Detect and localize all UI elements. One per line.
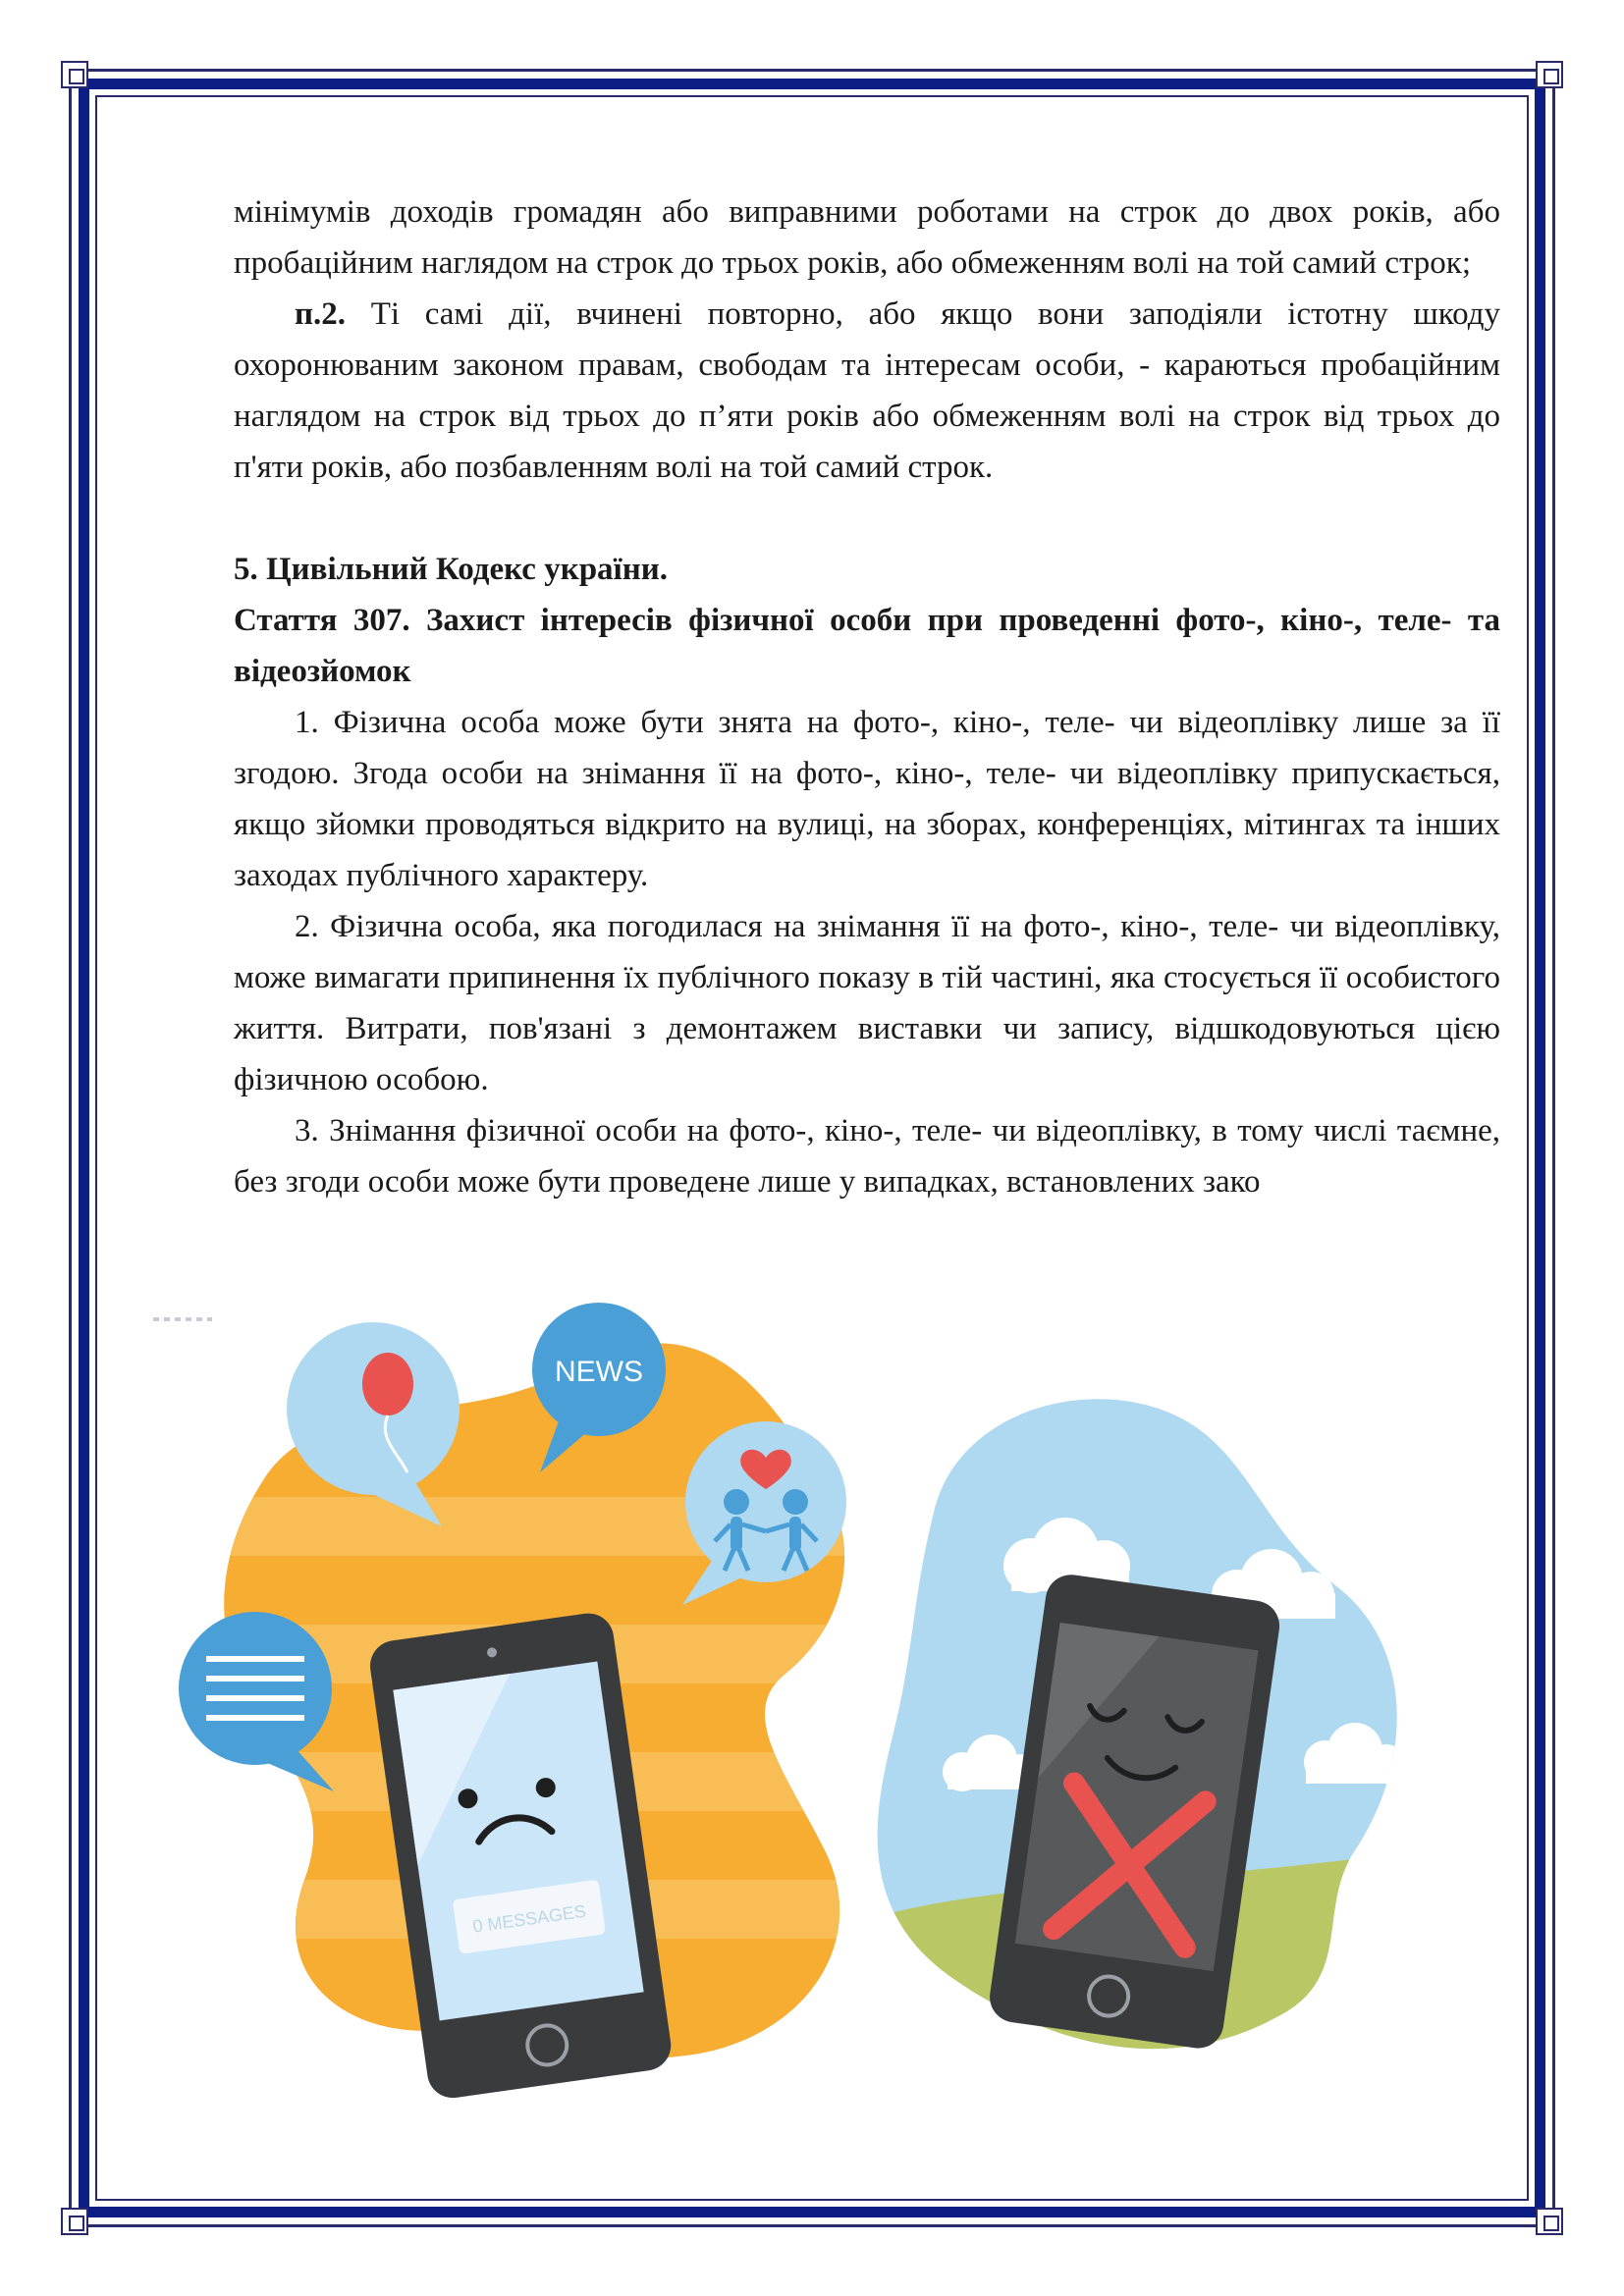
paragraph-continuation: мінімумів доходів громадян або виправними роботами на строк до двох років, або пробаційним наглядом на строк до трьох років, або обмеженням волі на той самий строк; bbox=[234, 194, 1500, 281]
paragraph-text: Ті самі дії, вчинені повторно, або якщо вони заподіяли істотну шкоду охоронюваним законом правам, свободам та інтересам особи, - караються пробаційним наглядом на строк від трьох до п’яти років або обмеженням волі на строк від трьох до п'яти років, або позбавленням волі на той самий строк. bbox=[234, 296, 1500, 485]
article-item-1: 1. Фізична особа може бути знята на фото-, кіно-, теле- чи відеоплівку лише за її згодою. Згода особи на знімання її на фото-, кіно-, теле- чи відеоплівку припускається, якщо зйомки проводяться відкрито на вулиці, на зборах, конференціях, мітингах та інших заходах публічного характеру. bbox=[234, 705, 1500, 893]
corner-ornament bbox=[61, 2208, 88, 2235]
corner-ornament bbox=[1536, 61, 1563, 88]
phones-illustration bbox=[147, 1301, 1502, 2135]
corner-ornament bbox=[61, 61, 88, 88]
article-heading: Стаття 307. Захист інтересів фізичної особи при проведенні фото-, кіно-, теле- та відеозйомок bbox=[234, 603, 1500, 689]
corner-ornament bbox=[1536, 2208, 1563, 2235]
messages-label: 0 MESSAGES bbox=[471, 1900, 588, 1937]
paragraph-p2 bbox=[234, 289, 1500, 493]
paragraph-label: п.2. bbox=[295, 296, 347, 332]
document-body bbox=[234, 187, 1500, 1207]
article-item-3: 3. Знімання фізичної особи на фото-, кіно-, теле- чи відеоплівку, в тому числі таємне, без згоди особи може бути проведене лише у випадках, встановлених зако bbox=[234, 1113, 1500, 1200]
article-item-2: 2. Фізична особа, яка погодилася на знімання її на фото-, кіно-, теле- чи відеоплівку, може вимагати припинення їх публічного показу в тій частині, яка стосується її особистого життя. Витрати, пов'язані з демонтажем виставки чи запису, відшкодовуються цією фізичною особою. bbox=[234, 909, 1500, 1097]
news-label: NEWS bbox=[555, 1356, 643, 1388]
section-heading: 5. Цивільний Кодекс україни. bbox=[234, 552, 669, 587]
balloon-icon bbox=[362, 1353, 413, 1415]
